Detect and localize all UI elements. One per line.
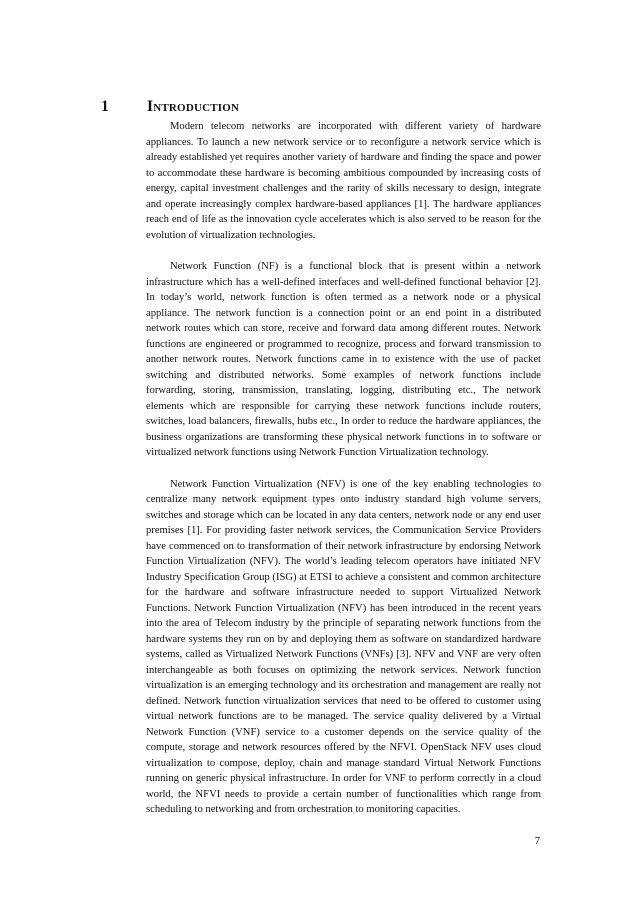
chapter-heading [101, 97, 561, 119]
chapter-title: Introduction [147, 98, 240, 115]
paragraph-nfv: Network Function Virtualization (NFV) is one of the key enabling technologies to centralize many network equipment types onto industry standard high volume servers, switches and storage which can be located in any data centers, network node or any end user premises [1]. For providing faster network services, the Communication Service Providers have commenced on to transformation of their network infrastructure by endorsing Network Function Virtualization (NFV). The world’s leading telecom operators have initiated NFV Industry Specification Group (ISG) at ETSI to achieve a consistent and common architecture for the hardware and software infrastructure needed to support Virtualized Network Functions. Network Function Virtualization (NFV) has been introduced in the recent years into the area of Telecom industry by the principle of separating network functions from the hardware systems they run on by and deploying them as software on standardized hardware systems, called as Virtualized Network Functions (VNFs) [3]. NFV and VNF are very often interchangeable as both focuses on optimizing the network services. Network function virtualization is an emerging technology and its orchestration and management are really not defined. Network function virtualization services that need to be offered to customer using virtual network functions are to be managed. The service quality delivered by a Virtual Network Function (VNF) service to a customer depends on the service quality of the compute, storage and network resources offered by the NFVI. OpenStack NFV uses cloud virtualization to compose, deploy, chain and manage standard Virtual Network Functions running on generic physical infrastructure. In order for VNF to perform correctly in a cloud world, the NFVI needs to provide a certain number of functionalities which range from scheduling to networking and from orchestration to monitoring capacities. [146, 478, 541, 815]
paragraph-network-function: Network Function (NF) is a functional block that is present within a network infrastructure which has a well-defined interfaces and well-defined functional behavior [2]. In today’s world, network function is often termed as a network node or a physical appliance. The network function is a connection point or an end point in a distributed network routes which can store, receive and forward data among different routes. Network functions are engineered or programmed to recognize, process and forward transmission to another network routes. Network functions came in to existence with the use of packet switching and distributed networks. Some examples of network functions include forwarding, storing, transmission, translating, logging, distributing etc., The network elements which are responsible for carrying these network functions include routers, switches, load balancers, firewalls, hubs etc., In order to reduce the hardware appliances, the business organizations are transforming these physical network functions in to software or virtualized network functions using Network Function Virtualization technology. [146, 261, 541, 458]
chapter-number: 1 [101, 98, 109, 115]
body-text [146, 119, 541, 834]
page-number: 7 [534, 836, 540, 847]
paragraph-introduction-hardware: Modern telecom networks are incorporated with different variety of hardware appliances. To launch a new network service or to reconfigure a network service which is already established yet requires another variety of hardware and finding the space and power to accommodate these hardware is becoming ambitious compounded by increasing costs of energy, capital investment challenges and the rarity of skills necessary to design, integrate and operate increasingly complex hardware-based appliances [1]. The hardware appliances reach end of life as the innovation cycle accelerates which is also served to be reason for the evolution of virtualization technologies. [146, 121, 541, 241]
